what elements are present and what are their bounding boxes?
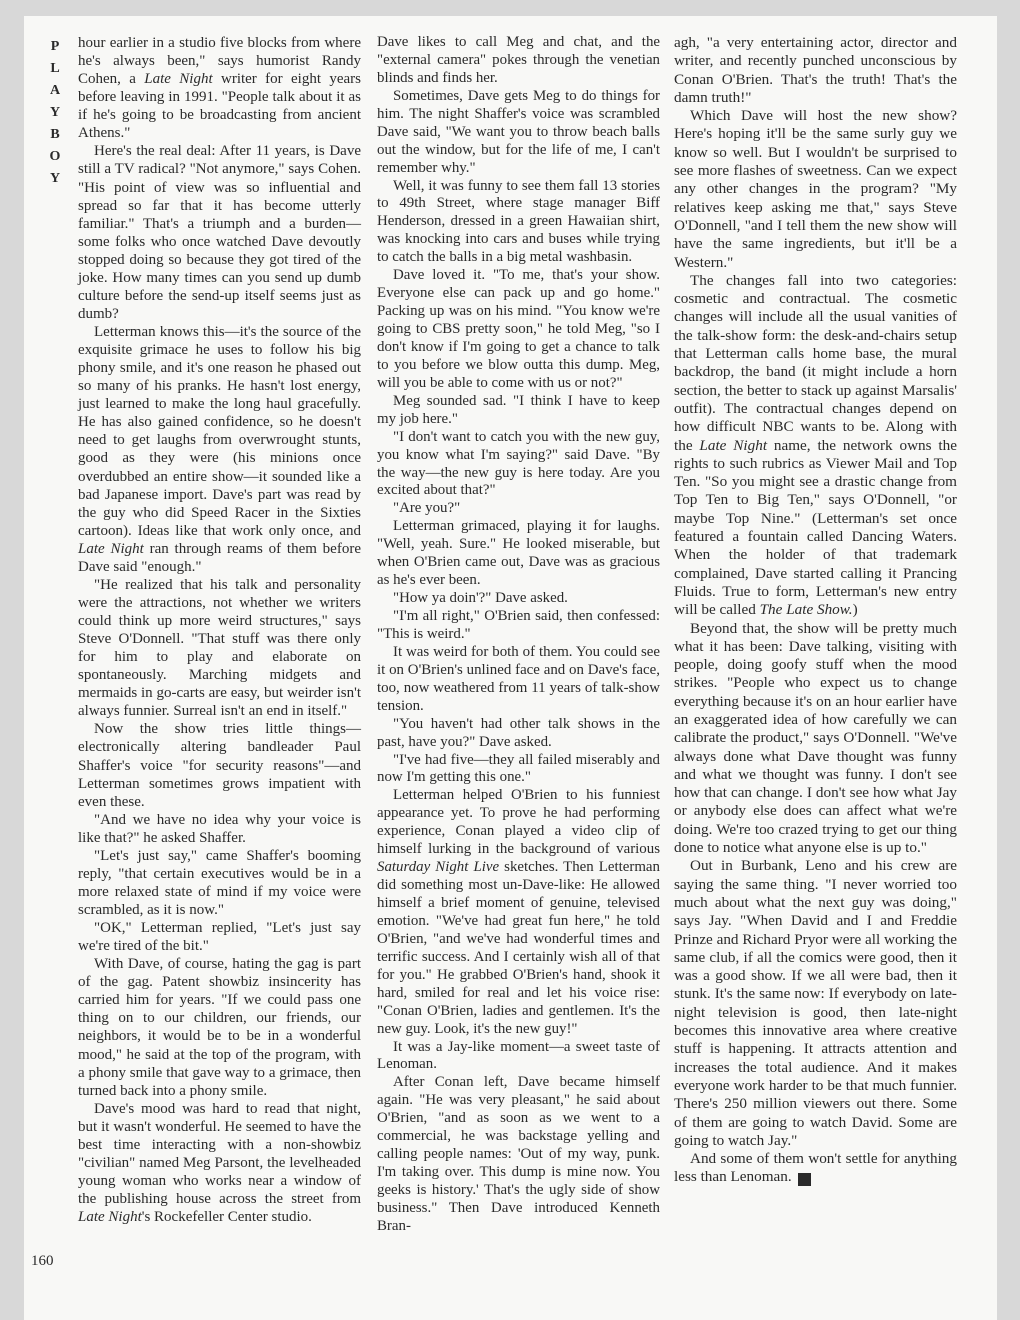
paragraph-text: Dave's mood was hard to read that night, but it wasn't wonderful. He seemed to have the best time interacting with a non-showbiz "civilian" named Meg Parsont, the levelheaded young woman who works near a window of the publishing house across the street from: [78, 1100, 361, 1207]
paragraph-text: "And we have no idea why your voice is like that?" he asked Shaffer.: [78, 811, 361, 846]
page-number: 160: [31, 1253, 54, 1269]
article-paragraph: [78, 955, 361, 1100]
running-title-letter: O: [49, 149, 61, 164]
article-paragraph: [674, 272, 957, 620]
article-paragraph: [377, 34, 660, 88]
rabbit-head-icon: ♦: [798, 1173, 811, 1186]
paragraph-text: Beyond that, the show will be pretty much what it has been: Dave talking, visiting with people, doing goofy stuff when the mood strikes. "People who expect us to change everything because it's on an hour earlier have an exaggerated idea of how carefully we can calibrate the product," says O'Donnell. "We've always done what Dave thought was funny and what we thought was funny. I don't see how that can change. I don't see how what Jay or anybody else does can affect what we're doing. We're too crazed trying to get our thing done to notice what anyone else is up to.": [674, 619, 957, 857]
paragraph-text: Now the show tries little things—electronically altering bandleader Paul Shaffer's voice "for security reasons"—and Letterman sometimes grows impatient with even these.: [78, 721, 361, 810]
paragraph-text: Which Dave will host the new show? Here's hoping it'll be the same surly guy we know so well. But I wouldn't be surprised to see more flashes of sweetness. Can we expect any other changes in the program? "My relatives keep asking me that," says Steve O'Donnell, "and I tell them the new show will have the same ingredients, but it'll be a Western.": [674, 107, 957, 271]
paragraph-text: With Dave, of course, hating the gag is part of the gag. Patent showbiz insincerity has carried him for years. "If we could pass one thing on to our children, our friends, our neighbors, it would be to be in a wonderful mood," he said at the top of the program, with a phony smile that gave way to a grimace, then turned back into a phony smile.: [78, 956, 361, 1099]
running-title-letter: B: [50, 127, 60, 142]
article-paragraph: [377, 1039, 660, 1075]
article-paragraph: [78, 34, 361, 142]
article-paragraph: [78, 811, 361, 847]
article-paragraph: [674, 34, 957, 107]
paragraph-text: agh, "a very entertaining actor, director and writer, and recently punched unconscious by Conan O'Brien. That's the truth! That's the damn truth!": [674, 34, 957, 106]
article-paragraph: [78, 142, 361, 323]
article-column-1: [78, 34, 361, 1226]
paragraph-text: It was a Jay-like moment—a sweet taste of Lenoman.: [377, 1038, 660, 1073]
article-paragraph: [377, 716, 660, 752]
paragraph-text: "You haven't had other talk shows in the past, have you?" Dave asked.: [377, 715, 660, 750]
paragraph-text: ran through reams of them before Dave said "enough.": [78, 540, 361, 575]
paragraph-text: "He realized that his talk and personality were the attractions, not whether we writers could think up more weird structures," says Steve O'Donnell. "That stuff was there only for him to play and elaborate on spontaneously. Marching midgets and mermaids in go-carts are easy, but weirder isn't always funnier. Surreal isn't an end in itself.": [78, 576, 361, 720]
paragraph-text: "I've had five—they all failed miserably and now I'm getting this one.": [377, 751, 660, 786]
paragraph-text: "Let's just say," came Shaffer's booming reply, "that certain executives would be in a more relaxed state of mind if my voice were scrambled, as it is now.": [78, 847, 361, 918]
paragraph-text: hour earlier in a studio five blocks from where he's always been," says humorist Randy Cohen, a: [78, 35, 361, 88]
article-paragraph: [78, 323, 361, 576]
article-paragraph: [674, 107, 957, 272]
running-title-letter: Y: [49, 105, 61, 120]
article-paragraph: [377, 608, 660, 644]
article-paragraph: [377, 429, 660, 501]
article-paragraph: [377, 393, 660, 429]
paragraph-text: Out in Burbank, Leno and his crew are saying the same thing. "I never worried too much about what the next guy was doing," says Jay. "When David and I and Freddie Prinze and Richard Pryor were all working the same club, if all the comics were good, then it was a good show. If we all were bad, then it stunk. It's the same now: If everybody on late-night television is good, then late-night becomes this innovative area where creative stuff is happening. It attracts attention and increases the total audience. And it makes everyone work harder to be that much funnier. There's 250 million viewers out there. Some of them are going to watch David. Some are going to watch Jay.": [674, 857, 957, 1149]
paragraph-text: Here's the real deal: After 11 years, is Dave still a TV radical? "Not anymore," says Cohen. "His point of view was so influential and spread so far that it has become utterly familiar." That's a triumph and a burden—some folks who once watched Dave devoutly stopped doing so because they got tired of the joke. How many times can you send up dumb culture before the send-up itself seems just as dumb?: [78, 143, 361, 322]
article-column-2: [377, 34, 660, 1236]
paragraph-text: Dave loved it. "To me, that's your show. Everyone else can pack up and go home." Packing up was on his mind. "You know we're going to CBS pretty soon," he told Meg, "so I don't know if I'm going to get a chance to talk to you before we blow outta this dump. Meg, will you be able to come with us or not?": [377, 267, 660, 391]
italic-title-text: Saturday Night Live: [377, 859, 500, 876]
italic-title-text: Late Night: [144, 71, 213, 88]
magazine-running-title: [46, 36, 64, 190]
article-paragraph: [377, 1074, 660, 1235]
article-paragraph: [377, 590, 660, 608]
paragraph-text: Letterman helped O'Brien to his funniest appearance yet. To prove he had performing experience, Conan played a video clip of himself lurking in the background of various: [377, 787, 660, 858]
paragraph-text: Letterman grimaced, playing it for laughs. "Well, yeah. Sure." He looked miserable, but when O'Brien came out, Dave was as gracious as he's ever been.: [377, 518, 660, 589]
magazine-page: [24, 16, 997, 1320]
article-paragraph: [377, 518, 660, 590]
paragraph-text: It was weird for both of them. You could see it on O'Brien's unlined face and on Dave's face, too, now weathered from 11 years of talk-show tension.: [377, 643, 660, 714]
paragraph-text: ): [852, 601, 858, 619]
paragraph-text: writer for eight years before leaving in 1991. "People talk about it as if he's going to be broadcasting from ancient Athens.": [78, 71, 361, 142]
paragraph-text: And some of them won't settle for anything less than Lenoman.: [674, 1150, 957, 1186]
article-paragraph: [377, 500, 660, 518]
article-paragraph: [674, 620, 957, 858]
paragraph-text: sketches. Then Letterman did something most un-Dave-like: He allowed himself a brief moment of genuine, televised emotion. "We've had great fun here," he told O'Brien, "and we've had wonderful times and terrific success. And I certainly wish all of that for you." He grabbed O'Brien's hand, shook it hard, smiled for real and let his voice rise: "Conan O'Brien, ladies and gentlemen. It's the new guy. Look, it's the new guy!": [377, 859, 660, 1037]
article-paragraph: [78, 576, 361, 721]
article-column-3: [674, 34, 957, 1187]
running-title-letter: L: [50, 61, 60, 76]
paragraph-text: "How ya doin'?" Dave asked.: [393, 590, 568, 607]
article-paragraph: [377, 644, 660, 716]
italic-title-text: Late Night: [78, 1209, 142, 1226]
article-paragraph: [78, 847, 361, 919]
italic-title-text: The Late Show.: [759, 601, 853, 619]
article-paragraph: [377, 88, 660, 178]
article-paragraph: [377, 752, 660, 788]
article-paragraph: [377, 267, 660, 393]
paragraph-text: The changes fall into two categories: cosmetic and contractual. The cosmetic changes will include all the usual vanities of the talk-show form: the desk-and-chairs setup that Letterman calls home base, the mural backdrop, the band (it might include a horn section, the better to stack up against Marsalis' outfit). The contractual changes depend on how difficult NBC wants to be. Along with the: [674, 271, 957, 454]
running-title-letter: P: [50, 39, 60, 54]
article-paragraph: [78, 720, 361, 810]
paragraph-text: After Conan left, Dave became himself again. "He was very pleasant," he said about O'Brien, "and as soon as we went to a commercial, he was backstage yelling and calling people names: 'Out of my way, punk. I'm taking over. This dump is mine now. You geeks is history.' That's the ugly side of show business." Then Dave introduced Kenneth Bran-: [377, 1074, 660, 1234]
paragraph-text: "I'm all right," O'Brien said, then confessed: "This is weird.": [377, 608, 660, 642]
article-paragraph: [78, 919, 361, 955]
paragraph-text: Dave likes to call Meg and chat, and the "external camera" pokes through the venetian blinds and finds her.: [377, 34, 660, 86]
paragraph-text: name, the network owns the rights to such rubrics as Viewer Mail and Top Ten. "So you might see a drastic change from Top Ten to Big Ten," says O'Donnell, "or maybe Top Nine." (Letterman's set once featured a fountain called Dancing Waters. When the holder of that trademark complained, Dave started calling it Prancing Fluids. True to form, Letterman's new entry will be called: [674, 436, 957, 619]
paragraph-text: Letterman knows this—it's the source of the exquisite grimace he uses to follow his big phony smile, and it's one reason he phased out so many of his pranks. He hasn't lost energy, just learned to make the long haul gracefully. He has also gained confidence, so he doesn't need to get laughs from overwrought stunts, good as they were (his minions once overdubbed an entire show—it sounded like a bad Japanese import. Dave's part was read by the guy who did Speed Racer in the Sixties cartoon). Ideas like that work only once, and: [78, 324, 361, 539]
paragraph-text: 's Rockefeller Center studio.: [141, 1209, 312, 1226]
running-title-letter: A: [49, 83, 61, 98]
italic-title-text: Late Night: [699, 436, 768, 454]
paragraph-text: "Are you?": [393, 500, 461, 517]
article-paragraph: [78, 1100, 361, 1226]
article-paragraph: [377, 787, 660, 1038]
article-paragraph: [674, 857, 957, 1150]
paragraph-text: Well, it was funny to see them fall 13 stories to 49th Street, where stage manager Biff Henderson, dressed in a green Hawaiian shirt, was knocking into cars and buses while trying to catch the balls in a big metal washbasin.: [377, 177, 660, 266]
running-title-letter: Y: [49, 171, 61, 186]
paragraph-text: "OK," Letterman replied, "Let's just say we're tired of the bit.": [78, 920, 361, 955]
paragraph-text: Meg sounded sad. "I think I have to keep my job here.": [377, 392, 660, 427]
italic-title-text: Late Night: [78, 540, 144, 557]
paragraph-text: "I don't want to catch you with the new guy, you know what I'm saying?" said Dave. "By the way—the new guy is here today. Are you excited about that?": [377, 428, 660, 499]
paragraph-text: Sometimes, Dave gets Meg to do things for him. The night Shaffer's voice was scrambled Dave said, "We want you to throw beach balls out the window, but for the life of me, I can't remember why.": [377, 87, 660, 176]
article-paragraph: [377, 178, 660, 268]
article-paragraph: [674, 1150, 957, 1187]
